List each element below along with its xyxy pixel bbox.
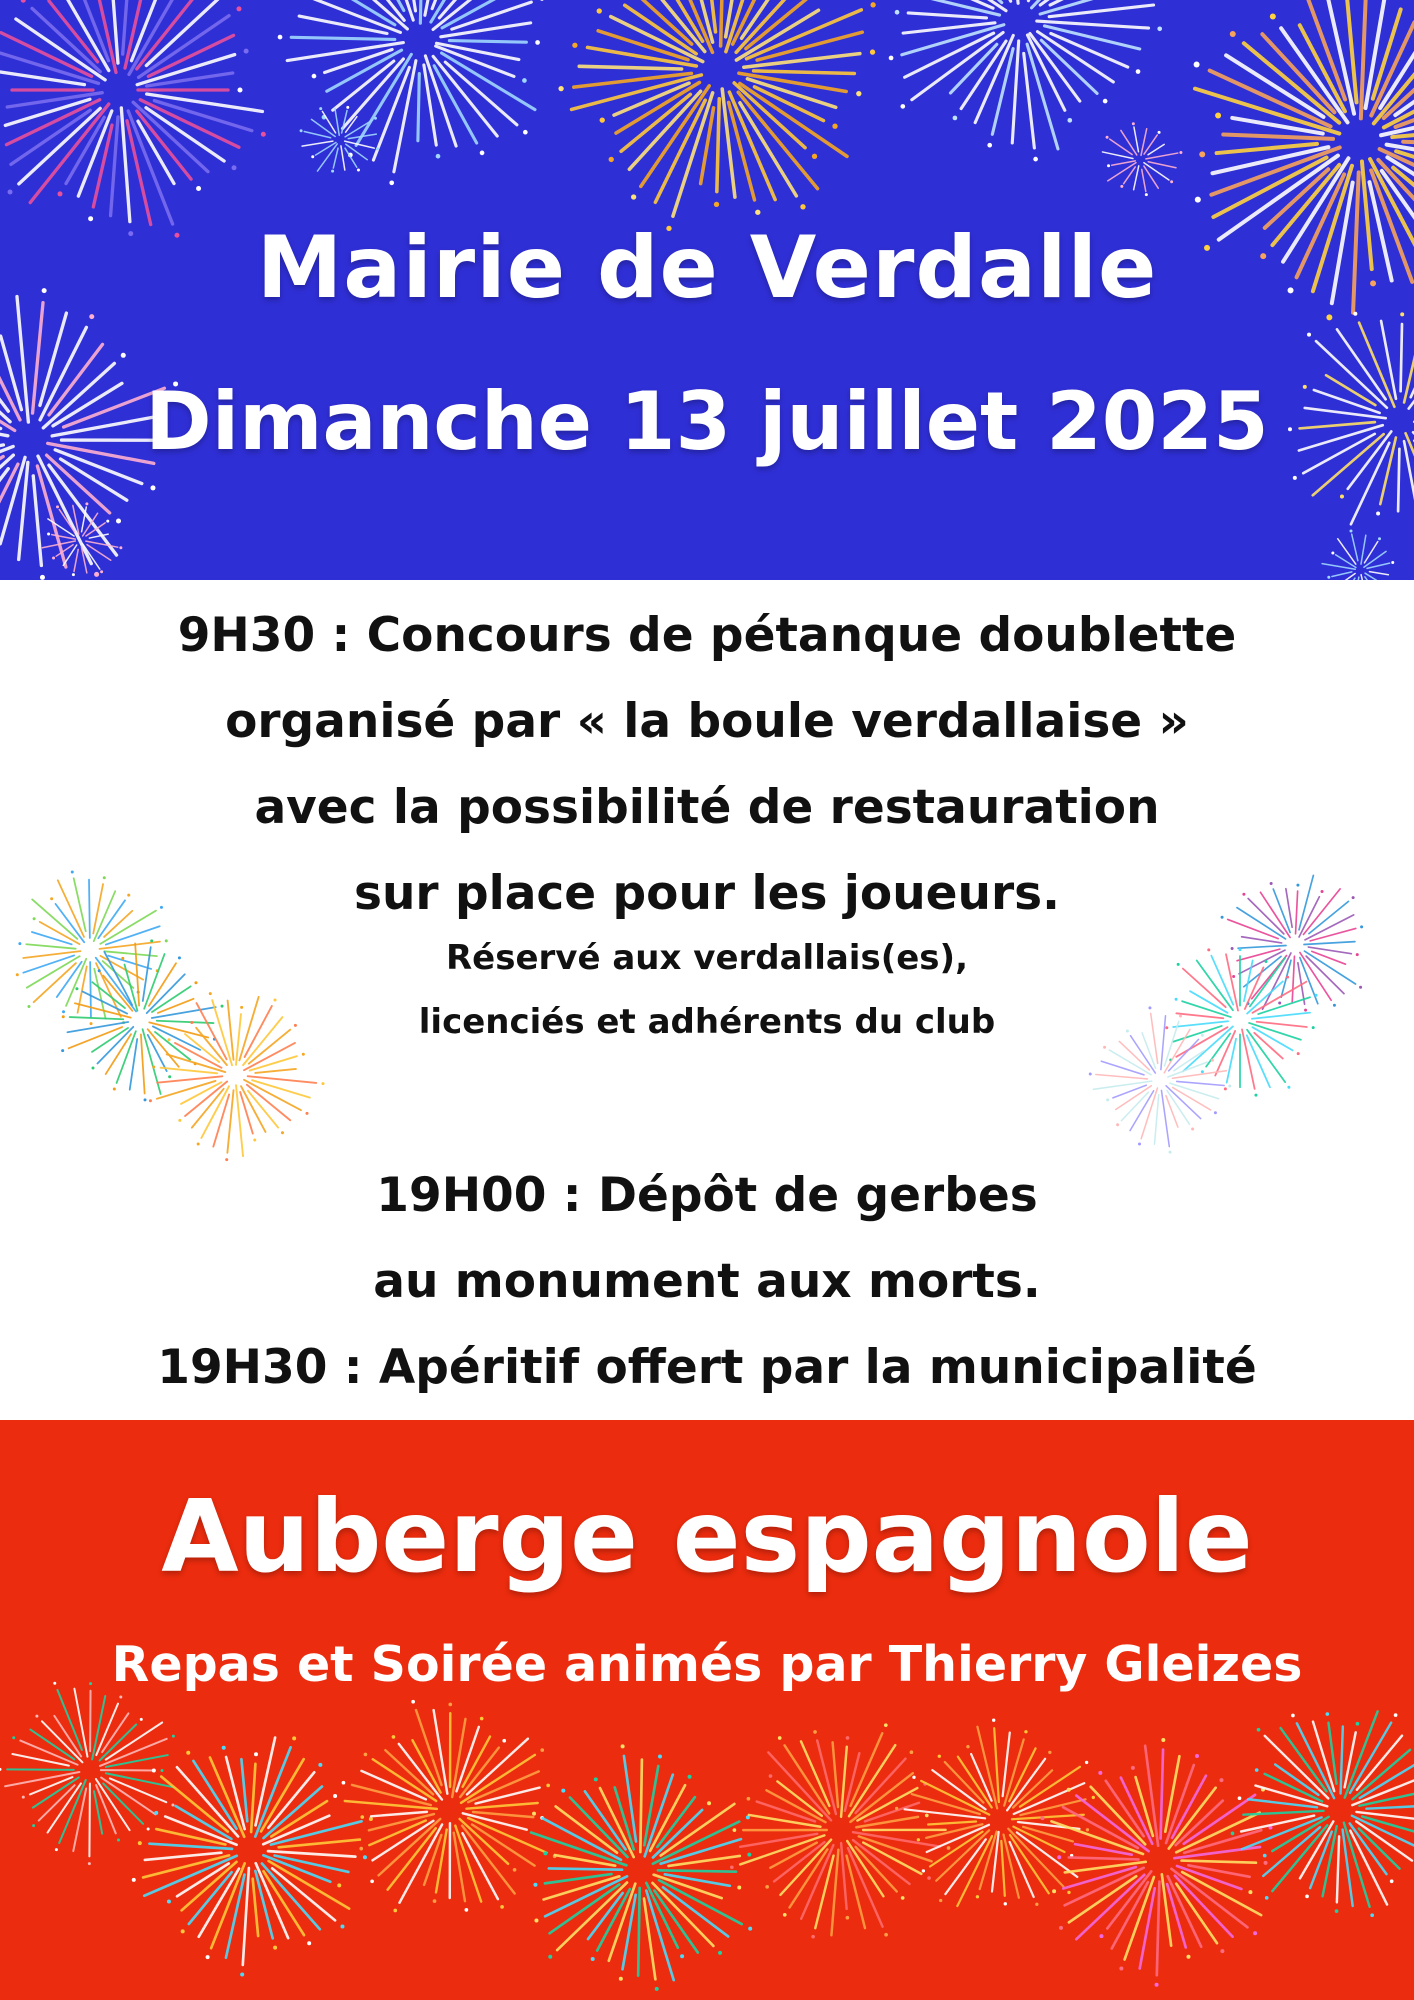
reserved-note-line-2: licenciés et adhérents du club	[418, 1002, 996, 1042]
top-banner	[0, 0, 1414, 580]
petanque-food-line: avec la possibilité de restauration	[254, 780, 1160, 835]
bottom-banner	[0, 1420, 1414, 2000]
page-title: Mairie de Verdalle	[256, 218, 1158, 318]
gerbes-time-line: 19H00 : Dépôt de gerbes	[376, 1168, 1038, 1223]
firework-icon	[520, 1750, 760, 1990]
event-date: Dimanche 13 juillet 2025	[145, 375, 1269, 468]
reserved-note-line-1: Réservé aux verdallais(es),	[446, 938, 968, 978]
firework-icon	[0, 0, 270, 240]
program-section	[0, 580, 1414, 1420]
petanque-organizer-line: organisé par « la boule verdallaise »	[225, 694, 1189, 749]
gerbes-place-line: au monument aux morts.	[373, 1254, 1041, 1309]
firework-icon	[1230, 1700, 1414, 1920]
firework-icon	[560, 0, 880, 230]
petanque-players-line: sur place pour les joueurs.	[353, 866, 1060, 921]
firework-icon	[40, 500, 120, 580]
firework-icon	[1100, 120, 1180, 200]
firework-icon	[130, 1730, 370, 1970]
firework-icon	[300, 100, 380, 180]
aperitif-line: 19H30 : Apéritif offert par la municipalité	[157, 1340, 1257, 1395]
auberge-subtitle: Repas et Soirée animés par Thierry Gleizes	[111, 1636, 1303, 1693]
auberge-title: Auberge espagnole	[161, 1478, 1253, 1595]
firework-icon	[1320, 530, 1400, 580]
petanque-time-line: 9H30 : Concours de pétanque doublette	[177, 608, 1237, 663]
